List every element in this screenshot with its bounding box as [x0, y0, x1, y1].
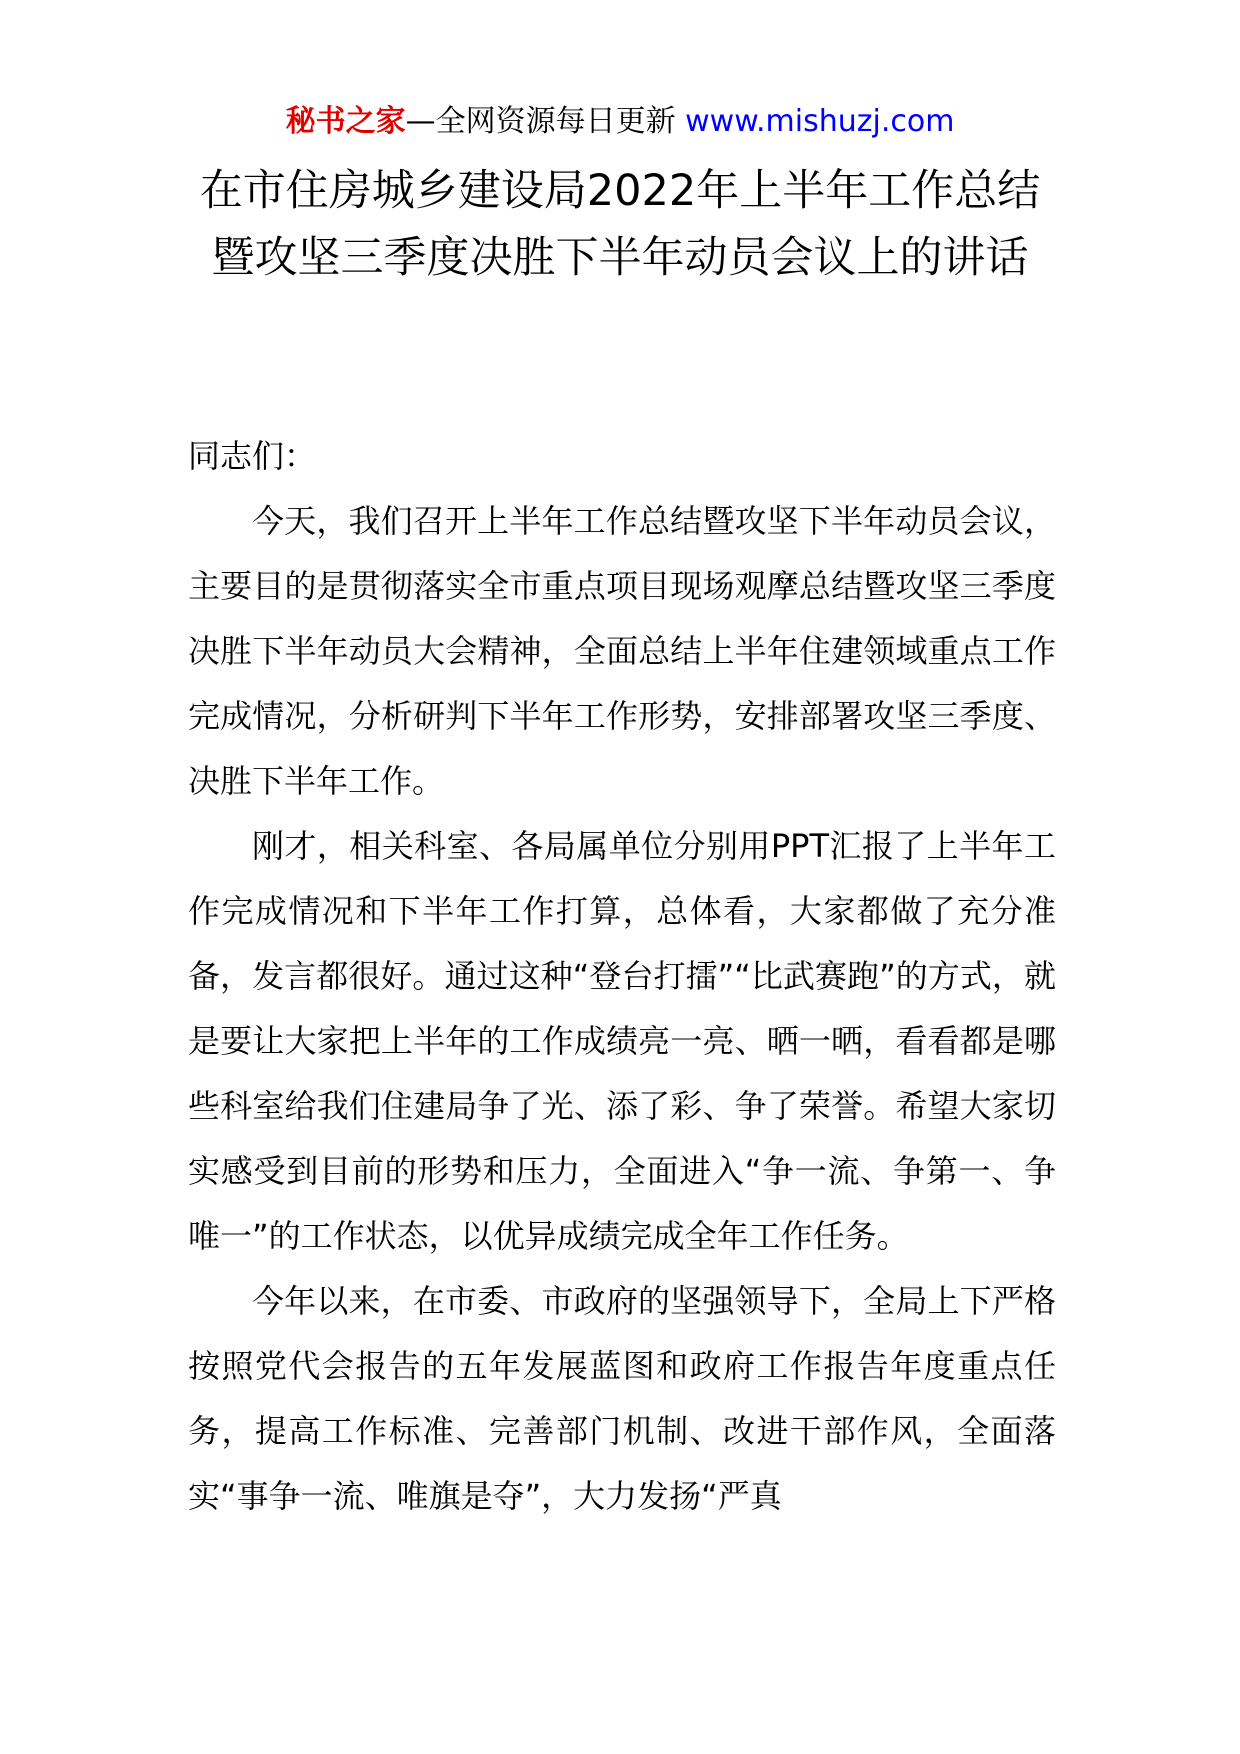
document-body: [188, 424, 1056, 1529]
paragraph-2: 刚才，相关科室、各局属单位分别用PPT汇报了上半年工作完成情况和下半年工作打算，总体看，大家都做了充分准备，发言都很好。通过这种“登台打擂”“比武赛跑”的方式，就是要让大家把上半年的工作成绩亮一亮、晒一晒，看看都是哪些科室给我们住建局争了光、添了彩、争了荣誉。希望大家切实感受到目前的形势和压力，全面进入“争一流、争第一、争唯一”的工作状态，以优异成绩完成全年工作任务。: [188, 827, 1056, 1255]
document-title: 在市住房城乡建设局2022年上半年工作总结暨攻坚三季度决胜下半年动员会议上的讲话: [199, 166, 1041, 283]
site-brand: 秘书之家: [285, 104, 406, 139]
paragraph-1: 今天，我们召开上半年工作总结暨攻坚下半年动员会议，主要目的是贯彻落实全市重点项目现场观摩总结暨攻坚三季度决胜下半年动员大会精神，全面总结上半年住建领域重点工作完成情况，分析研判下半年工作形势，安排部署攻坚三季度、决胜下半年工作。: [188, 502, 1056, 800]
salutation: 同志们：: [188, 437, 317, 475]
site-header: [0, 100, 1240, 144]
site-url[interactable]: www.mishuzj.com: [685, 104, 955, 139]
paragraph-3: 今年以来，在市委、市政府的坚强领导下，全局上下严格按照党代会报告的五年发展蓝图和政府工作报告年度重点任务，提高工作标准、完善部门机制、改进干部作风，全面落实“事争一流、唯旗是夺”，大力发扬“严真: [188, 1282, 1056, 1515]
site-tagline: —全网资源每日更新: [405, 104, 686, 139]
